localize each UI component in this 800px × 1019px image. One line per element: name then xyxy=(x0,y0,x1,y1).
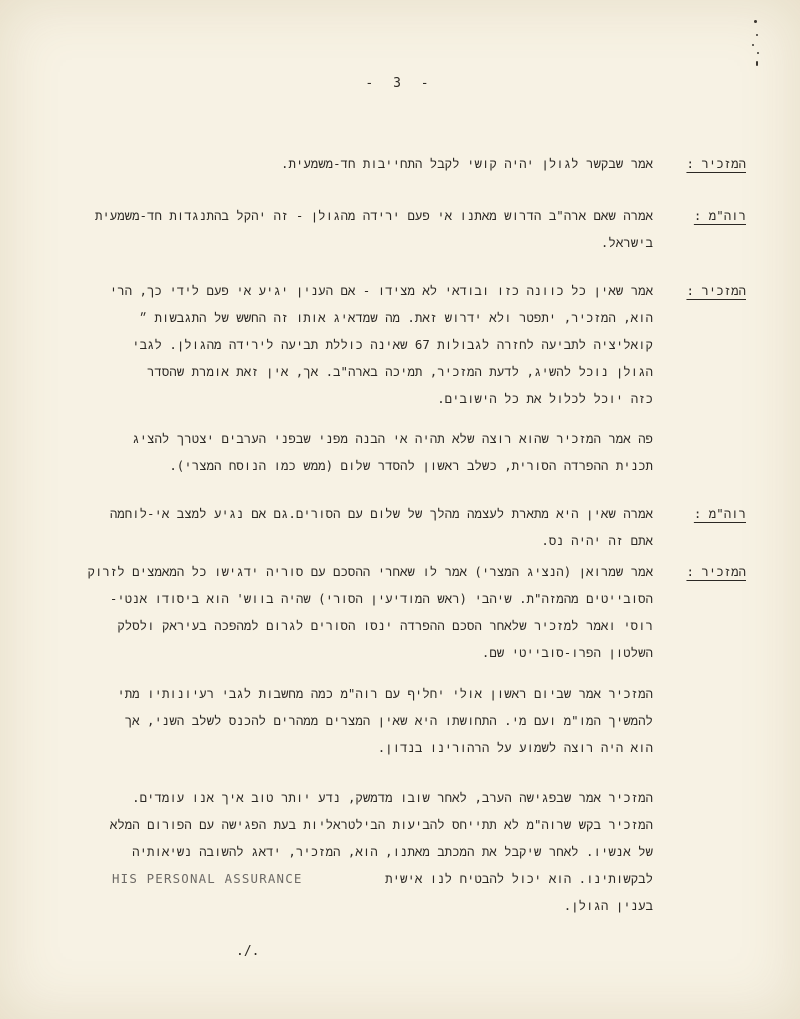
text-line: אמר שבקשר לגולן יהיה קושי לקבל התחייבות חד-משמעית. xyxy=(281,156,653,171)
text-line: אמרה שאם ארה"ב הדרוש מאתנו אי פעם ירידה מהגולן - זה יהקל בהתנגדות חד-משמעית xyxy=(94,208,653,223)
continuation-mark: ./. xyxy=(236,944,260,959)
text-line: כזה יוכל לכלול את כל הישובים. xyxy=(437,391,653,406)
dialogue-entry xyxy=(78,150,746,177)
text-line: בישראל. xyxy=(600,235,653,250)
dialogue-entry xyxy=(78,558,746,666)
speaker-label: המזכיר : xyxy=(686,564,746,579)
text-line: אמר שאין כל כוונה כזו ובודאי לא מצידו - אם הענין יגיע אי פעם לידי כך, הרי xyxy=(109,283,653,298)
text-line: פה אמר המזכיר שהוא רוצה שלא תהיה אי הבנה מפני שבפני הערבים יצטרך להציג xyxy=(132,431,653,446)
text-line: של אנשיו. לאחר שיקבל את המכתב מאתנו, הוא, המזכיר, ידאג להשובה נשיאותיה xyxy=(132,844,653,859)
text-line: המזכיר אמר שבפגישה הערב, לאחר שובו מדמשק, נדע יותר טוב איך אנו עומדים. xyxy=(132,790,653,805)
text-line: המזכיר אמר שביום ראשון אולי יחליף עם רוה"מ כמה מחשבות לגבי רעיונותיו מתי xyxy=(117,686,653,701)
text-line: בענין הגולן. xyxy=(563,898,653,913)
text-line: רוסי ואמר למזכיר שלאחר הסכם ההפרדה ינסו הסורים לגרום למהפכה בעיראק ולסלק xyxy=(117,618,653,633)
text-line: אמרה שאין היא מתארת לעצמה מהלך של שלום עם הסורים.גם אם נגיע למצב אי-לוחמה xyxy=(109,506,653,521)
dialogue-entry xyxy=(78,202,746,256)
text-line: המזכיר בקש שרוה"מ לא תתייחס להביעות הבילטראליות בעת הפגישה עם הפורום המלא xyxy=(109,817,653,832)
text-line: אתם זה יהיה נס. xyxy=(541,533,653,548)
text-line: קואליציה לתביעה לחזרה לגבולות 67 שאינה כוללת תביעה לירידה מהגולן. לגבי xyxy=(132,337,653,352)
paragraph xyxy=(78,425,746,479)
english-phrase: HIS PERSONAL ASSURANCE xyxy=(112,871,303,886)
paragraph xyxy=(78,784,746,919)
speaker-label: המזכיר : xyxy=(686,283,746,298)
text-line: השלטון הפרו-סובייטי שם. xyxy=(481,645,653,660)
text-line: הוא, המזכיר, יתפטר ולא ידרוש זאת. מה שמדאיג אותו זה החשש של התגבשות ״ xyxy=(139,310,653,325)
text-line: לבקשותינו. הוא יכול להבטיח לנו אישית xyxy=(385,871,653,886)
paragraph xyxy=(78,680,746,761)
text-line-with-english xyxy=(78,865,653,892)
margin-marks xyxy=(748,14,762,74)
speaker-label: המזכיר : xyxy=(686,156,746,171)
dialogue-entry xyxy=(78,500,746,554)
text-line: אמר שמרואן (הנציג המצרי) אמר לו שאחרי ההסכם עם סוריה ידגישו כל המאמצים לזרוק xyxy=(87,564,653,579)
text-line: להמשיך המו"מ ועם מי. התחושתו היא שאין המצרים ממהרים להכנס לשלב השני, אך xyxy=(124,713,653,728)
page-number: - 3 - xyxy=(365,76,435,91)
dialogue-entry xyxy=(78,277,746,412)
text-line: תכנית ההפרדה הסורית, כשלב ראשון להסדר שלום (ממש כמו הנוסח המצרי). xyxy=(169,458,653,473)
text-line: הסובייטים מהמזה"ת. שיהבי (ראש המודיעין הסורי) שהיה בווש' הוא ביסודו אנטי- xyxy=(109,591,653,606)
speaker-label: רוה"מ : xyxy=(693,208,746,223)
speaker-label: רוה"מ : xyxy=(693,506,746,521)
text-line: הוא היה רוצה לשמוע על הרהורינו בנדון. xyxy=(377,740,653,755)
text-line: הגולן נוכל להשיג, לדעת המזכיר, תמיכה בארה"ב. אך, אין זאת אומרת שהסדר xyxy=(146,364,653,379)
